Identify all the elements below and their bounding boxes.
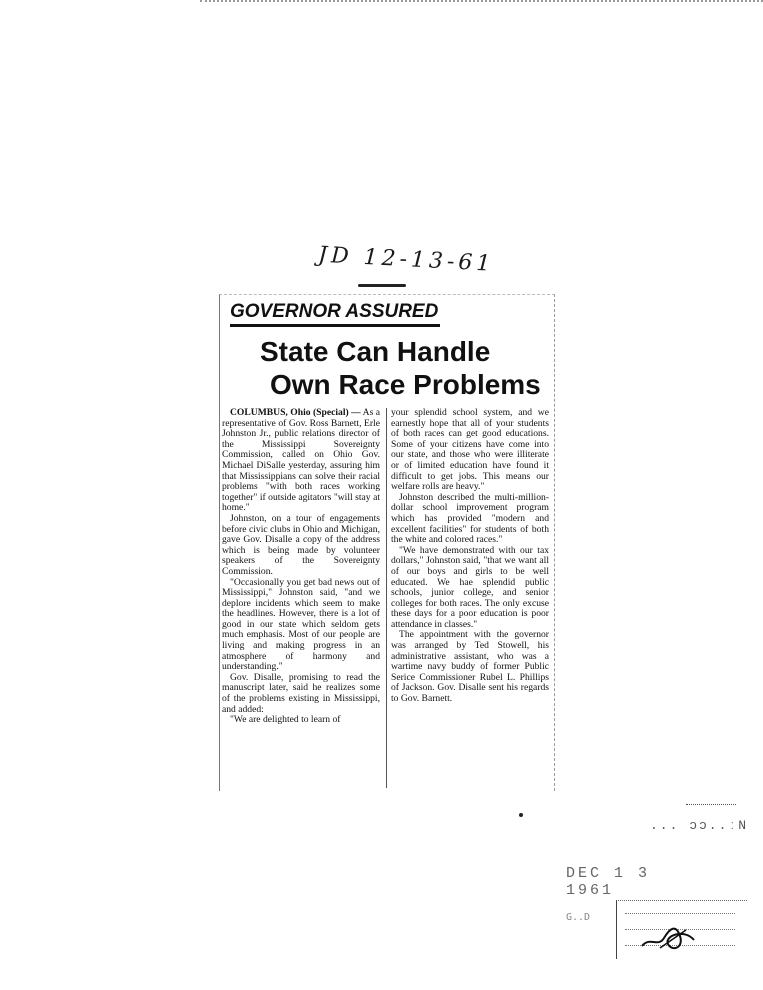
stamp-row bbox=[625, 913, 735, 914]
received-stamp bbox=[560, 800, 760, 990]
note-underline bbox=[358, 284, 406, 287]
headline-line-2: Own Race Problems bbox=[270, 369, 541, 400]
newspaper-clipping bbox=[219, 294, 555, 791]
paragraph: Johnston described the multi-million-dollar school improvement program which has provided "modern and excellent facilities" for students of both the white and colored races." bbox=[391, 491, 549, 546]
paragraph: "We have demonstrated with our tax dollars," Johnston said, "that we want all of our boys and girls to be well educated. We hae splendid public schools, junior college, and senior colleges for both races. The only excuse these days for a poor education is poor attendance in classes." bbox=[391, 544, 549, 630]
initials-signature-icon bbox=[638, 918, 698, 954]
stamp-tick bbox=[686, 804, 736, 807]
paragraph: The appointment with the governor was arranged by Ted Stowell, his administrative assistant, who was a wartime navy buddy of former Public Serice Commissioner Rubel L. Phillips of Jackson. Gov. Disalle sent his regards to Gov. Barnett. bbox=[391, 629, 549, 705]
stamp-small-mark: G..D bbox=[566, 912, 591, 923]
headline-line-1: State Can Handle bbox=[260, 336, 491, 367]
article-dateline: COLUMBUS, Ohio (Special) — bbox=[230, 408, 361, 418]
paragraph: As a representative of Gov. Ross Barnett, Erle Johnston Jr., public relations director of the Mississippi Sovereignty Commission, called on Ohio Gov. Michael DiSalle yesterday, assuring him that Mississippians can solve their racial problems "with both races working together" if outside agitators "will stay at home." bbox=[222, 408, 380, 514]
stamp-top-text: ... ɔɔ..ːN bbox=[649, 818, 748, 833]
paragraph: Johnston, on a tour of engagements before civic clubs in Ohio and Michigan, gave Gov. Disalle a copy of the address which is being made by volunteer speakers of the Sovereignty Commission. bbox=[222, 512, 380, 577]
paragraph: your splendid school system, and we earnestly hope that all of your students of both races can get good educations. Some of your citizens have come into our state, and those who were illiterate or of limited education have found it difficult to get jobs. This means our welfare rolls are heavy." bbox=[391, 408, 549, 493]
article-column-1 bbox=[222, 408, 380, 788]
column-divider bbox=[386, 408, 387, 788]
article-kicker: GOVERNOR ASSURED bbox=[230, 301, 440, 327]
paragraph: "Occasionally you get bad news out of Mississippi," Johnston said, "and we deplore incidents which seem to make the headlines. However, there is a lot of good in our state which seldom gets much emphasis. Most of our people are living and making progress in an atmosphere of harmony and understanding." bbox=[222, 576, 380, 673]
article-headline bbox=[260, 335, 550, 401]
stamp-date: DEC 1 3 1961 bbox=[566, 865, 651, 899]
handwritten-date-note: JD 12-13-61 bbox=[317, 242, 495, 277]
top-edge-dots bbox=[200, 0, 763, 6]
paragraph: Gov. Disalle, promising to read the manuscript later, said he realizes some of the problems existing in Mississippi, and added: bbox=[222, 671, 380, 715]
paragraph: "We are delighted to learn of bbox=[230, 714, 341, 726]
ink-speck bbox=[519, 813, 523, 817]
article-column-2 bbox=[391, 408, 549, 788]
